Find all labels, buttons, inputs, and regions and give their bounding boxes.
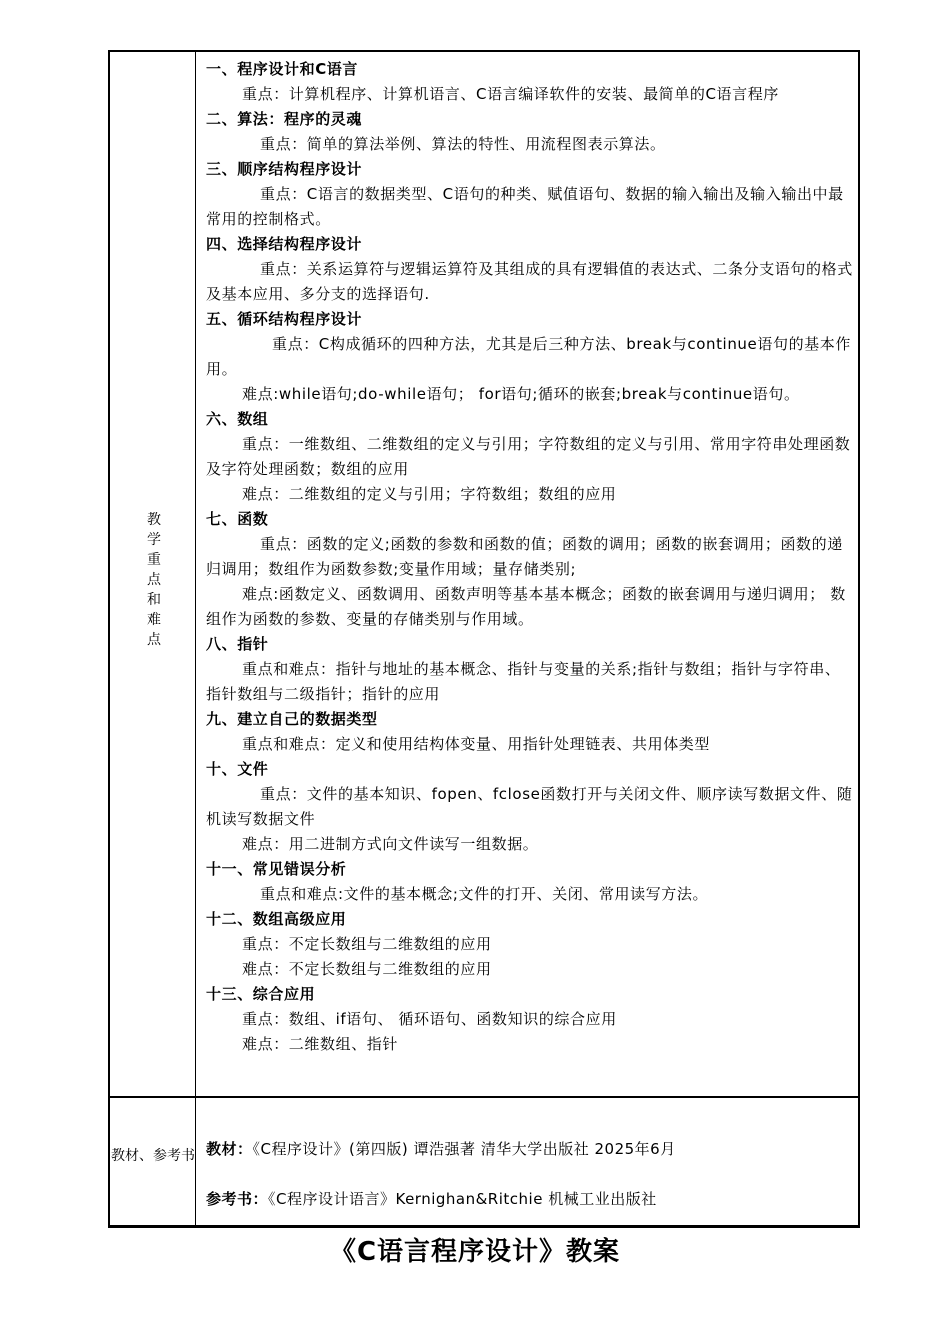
section-heading: 六、数组: [206, 410, 269, 428]
footer-title: 《C语言程序设计》教案: [329, 1237, 621, 1267]
reference-text: 《C程序设计语言》Kernighan&Ritchie 机械工业出版社: [268, 1190, 657, 1208]
section-line: 重点：函数的定义;函数的参数和函数的值；函数的调用；函数的嵌套调用；函数的递归调用；数组作为函数参数;变量作用域；量存储类别;: [206, 535, 843, 578]
textbook-label: 教材：: [206, 1140, 253, 1158]
textbooks-label-cell: [110, 1098, 196, 1225]
section-line: 难点：二维数组、指针: [242, 1035, 399, 1053]
section-line: 重点：数组、if语句、 循环语句、函数知识的综合应用: [242, 1010, 617, 1028]
section-line: 重点：C构成循环的四种方法，尤其是后三种方法、break与continue语句的基本作用。: [206, 335, 851, 378]
section-line: 重点和难点：指针与地址的基本概念、指针与变量的关系;指针与数组；指针与字符串、指针数组与二级指针；指针的应用: [206, 660, 841, 703]
textbooks-row: [110, 1098, 858, 1225]
section-heading: 八、指针: [206, 635, 269, 653]
section-heading: 二、算法：程序的灵魂: [206, 110, 363, 128]
section-line: 重点：计算机程序、计算机语言、C语言编译软件的安装、最简单的C语言程序: [242, 85, 779, 103]
syllabus-table: [108, 50, 860, 1228]
textbooks-content-cell: [196, 1098, 858, 1225]
key-points-content: [206, 57, 856, 1057]
section-heading: 十三、综合应用: [206, 985, 316, 1003]
section-line: 重点：不定长数组与二维数组的应用: [242, 935, 492, 953]
section-line: 难点：二维数组的定义与引用；字符数组；数组的应用: [242, 485, 617, 503]
textbook-text: 《C程序设计》(第四版) 谭浩强著 清华大学出版社 2025年6月: [252, 1140, 676, 1158]
key-points-label-cell: [110, 52, 196, 1096]
section-line: 难点:while语句;do-while语句； for语句;循环的嵌套;break与continue语句。: [242, 385, 800, 403]
section-line: 重点：一维数组、二维数组的定义与引用；字符数组的定义与引用、常用字符串处理函数及字符处理函数；数组的应用: [206, 435, 851, 478]
section-heading: 四、选择结构程序设计: [206, 235, 363, 253]
section-heading: 七、函数: [206, 510, 269, 528]
section-heading: 一、程序设计和C语言: [206, 60, 359, 78]
textbook-line: [206, 1138, 676, 1160]
key-points-content-cell: [196, 52, 858, 1096]
section-heading: 五、循环结构程序设计: [206, 310, 363, 328]
section-line: 难点：不定长数组与二维数组的应用: [242, 960, 492, 978]
section-line: 难点：用二进制方式向文件读写一组数据。: [242, 835, 539, 853]
section-line: 重点：C语言的数据类型、C语句的种类、赋值语句、数据的输入输出及输入输出中最常用的控制格式。: [206, 185, 844, 228]
section-line: 重点：文件的基本知识、fopen、fclose函数打开与关闭文件、顺序读写数据文件、随机读写数据文件: [206, 785, 853, 828]
key-points-label: 教学重点和难点: [147, 512, 161, 648]
section-heading: 三、顺序结构程序设计: [206, 160, 363, 178]
reference-line: [206, 1188, 657, 1210]
section-heading: 十、文件: [206, 760, 269, 778]
section-line: 重点：关系运算符与逻辑运算符及其组成的具有逻辑值的表达式、二条分支语句的格式及基本应用、多分支的选择语句.: [206, 260, 853, 303]
reference-label: 参考书：: [206, 1190, 269, 1208]
textbooks-label: 教材、参考书: [111, 1148, 195, 1164]
section-line: 重点和难点:文件的基本概念;文件的打开、关闭、常用读写方法。: [260, 885, 709, 903]
section-line: 重点和难点：定义和使用结构体变量、用指针处理链表、共用体类型: [242, 735, 711, 753]
section-heading: 十一、常见错误分析: [206, 860, 347, 878]
key-points-row: [110, 52, 858, 1098]
section-heading: 九、建立自己的数据类型: [206, 710, 378, 728]
section-line: 难点:函数定义、函数调用、函数声明等基本基本概念；函数的嵌套调用与递归调用； 数组作为函数的参数、变量的存储类别与作用域。: [206, 585, 846, 628]
section-heading: 十二、数组高级应用: [206, 910, 347, 928]
section-line: 重点：简单的算法举例、算法的特性、用流程图表示算法。: [260, 135, 666, 153]
